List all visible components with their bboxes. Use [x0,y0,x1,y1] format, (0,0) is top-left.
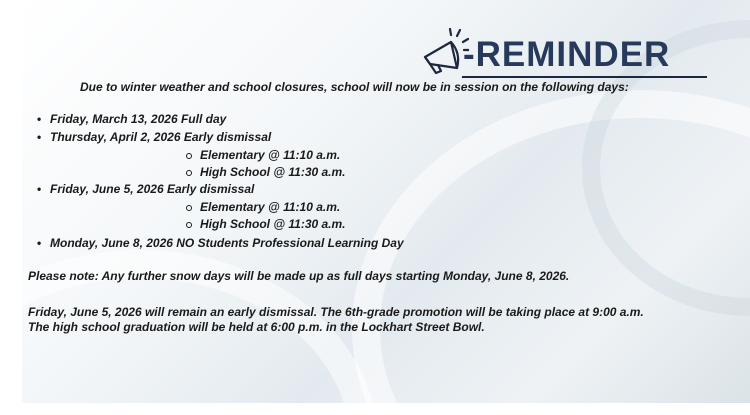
list-item: • Thursday, April 2, 2026 Early dismissal [50,130,271,145]
sub-list-item: High School @ 11:30 a.m. [200,217,346,231]
title-underline [462,76,707,78]
megaphone-icon [417,26,469,76]
list-item: • Friday, March 13, 2026 Full day [50,112,226,127]
reminder-header [407,26,707,82]
sub-list-item: Elementary @ 11:10 a.m. [200,200,341,214]
snow-day-note: Please note: Any further snow days will be made up as full days starting Monday, June 8, 2026. [28,269,570,283]
sub-list-item: High School @ 11:30 a.m. [200,165,346,179]
list-item: • Monday, June 8, 2026 NO Students Professional Learning Day [50,236,404,251]
closing-paragraph-line: The high school graduation will be held at 6:00 p.m. in the Lockhart Street Bowl. [28,320,485,334]
intro-text: Due to winter weather and school closures, school will now be in session on the following days: [80,80,629,94]
closing-paragraph-line: Friday, June 5, 2026 will remain an early dismissal. The 6th-grade promotion will be taking place at 9:00 a.m. [28,305,644,319]
reminder-title: -REMINDER [463,35,671,74]
sub-list-item: Elementary @ 11:10 a.m. [200,148,341,162]
list-item: • Friday, June 5, 2026 Early dismissal [50,182,254,197]
